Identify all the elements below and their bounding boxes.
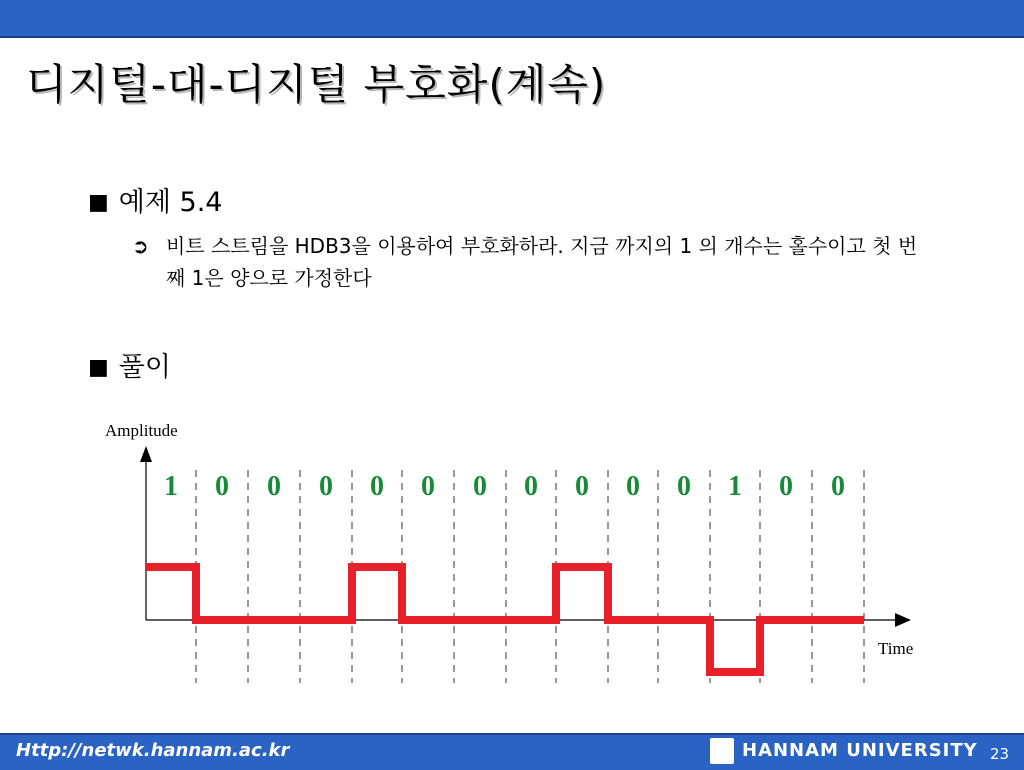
page-number: 23 bbox=[990, 745, 1010, 763]
header-bar bbox=[0, 0, 1024, 38]
bullet-solution bbox=[88, 345, 171, 384]
bit-label: 0 bbox=[421, 471, 435, 502]
bit-label: 0 bbox=[575, 471, 589, 502]
bit-label: 0 bbox=[677, 471, 691, 502]
hdb3-signal-diagram bbox=[100, 415, 930, 690]
bit-label: 0 bbox=[319, 471, 333, 502]
hdb3-signal-line bbox=[146, 567, 864, 672]
bit-label: 1 bbox=[164, 471, 178, 502]
footer-url[interactable]: Http://netwk.hannam.ac.kr bbox=[16, 740, 290, 761]
slide-title: 디지털-대-디지털 부호화(계속) bbox=[26, 60, 607, 109]
university-logo-icon bbox=[710, 738, 734, 764]
bit-label: 0 bbox=[370, 471, 384, 502]
bit-label: 0 bbox=[779, 471, 793, 502]
bit-labels bbox=[164, 471, 845, 502]
bit-label: 0 bbox=[524, 471, 538, 502]
time-label: Time bbox=[878, 639, 914, 658]
university-name: HANNAM UNIVERSITY bbox=[742, 740, 978, 761]
bullet-solution-label: 풀이 bbox=[118, 352, 171, 383]
arrow-bullet-icon: ➲ bbox=[132, 234, 149, 258]
bit-label: 0 bbox=[831, 471, 845, 502]
bullet-square-icon: ■ bbox=[88, 355, 109, 380]
amplitude-arrow-icon bbox=[140, 446, 152, 462]
bit-label: 1 bbox=[728, 471, 742, 502]
amplitude-label: Amplitude bbox=[105, 421, 178, 440]
bullet-example bbox=[88, 180, 222, 219]
bit-label: 0 bbox=[215, 471, 229, 502]
sub-bullet-text: 비트 스트림을 HDB3을 이용하여 부호화하라. 지금 까지의 1 의 개수는 홀수이고 첫 번째 1은 양으로 가정한다 bbox=[166, 234, 918, 290]
time-arrow-icon bbox=[895, 613, 911, 627]
bit-label: 0 bbox=[626, 471, 640, 502]
bullet-example-label: 예제 5.4 bbox=[118, 187, 223, 218]
bit-label: 0 bbox=[267, 471, 281, 502]
bit-label: 0 bbox=[473, 471, 487, 502]
bullet-square-icon: ■ bbox=[88, 190, 109, 215]
